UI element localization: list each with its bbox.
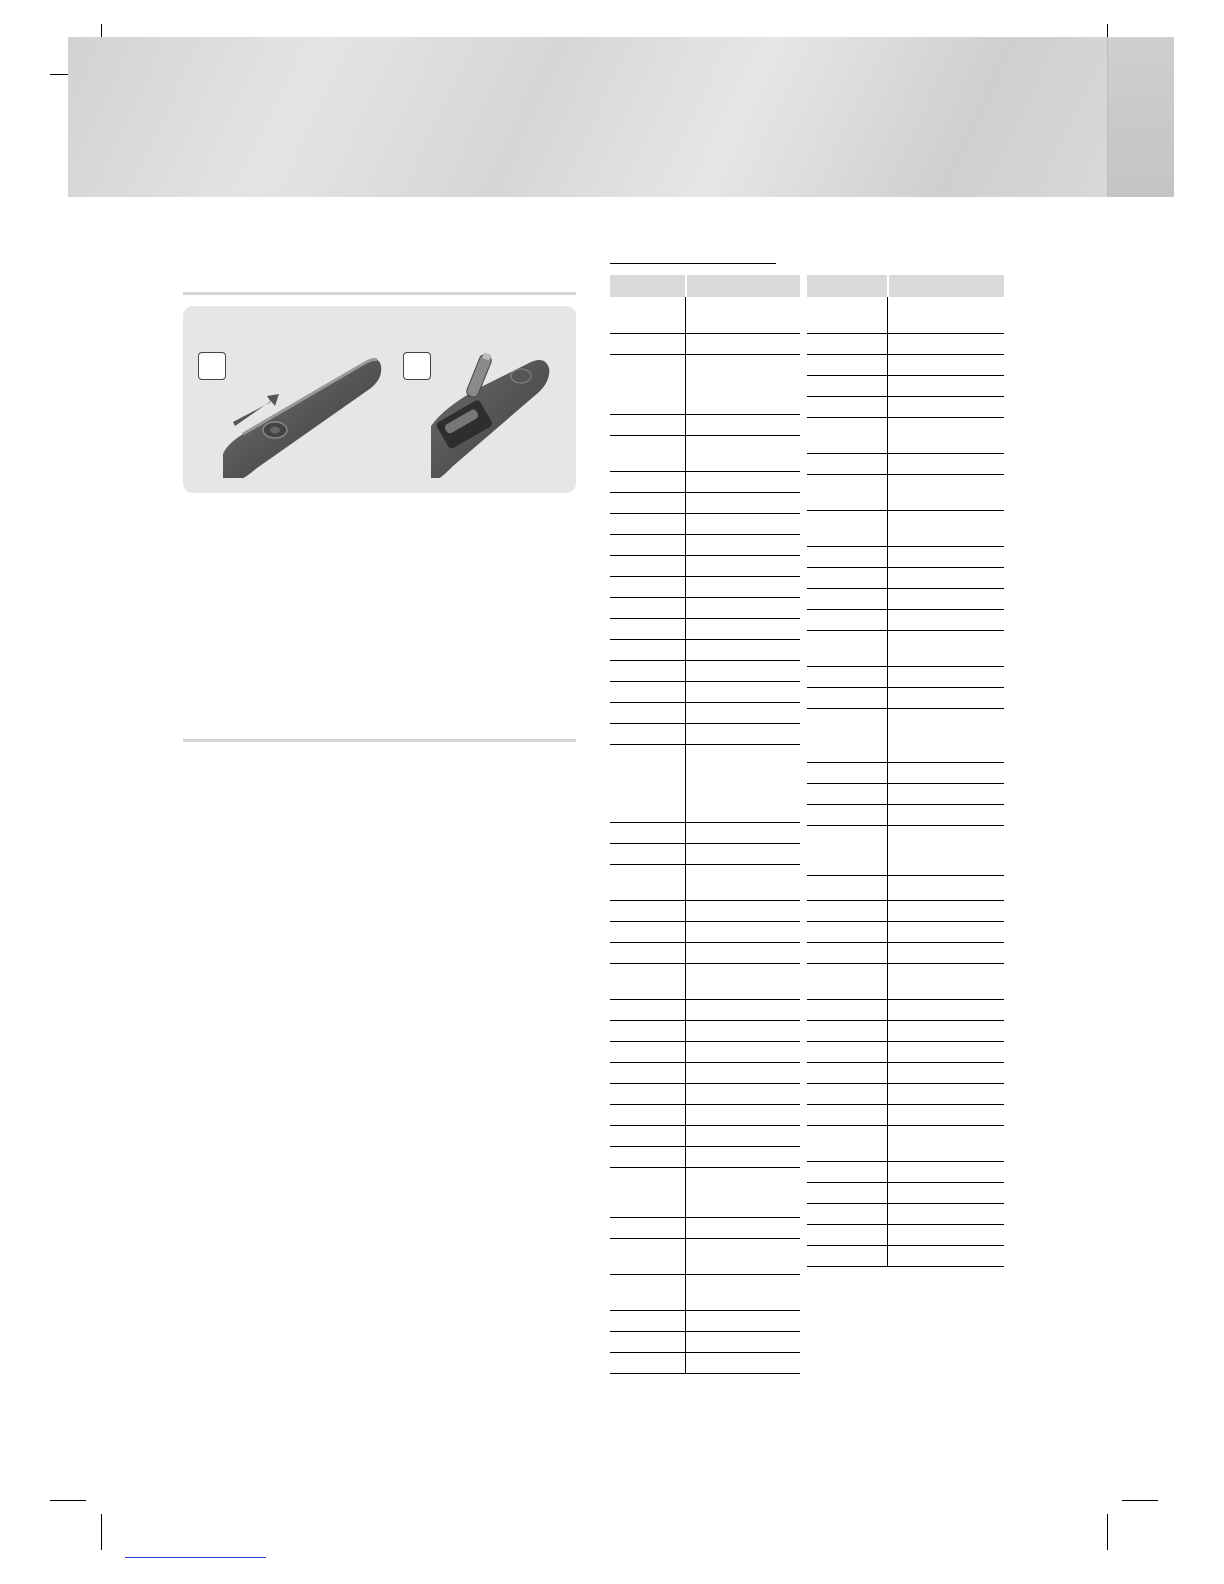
table-row bbox=[610, 723, 800, 724]
table-row bbox=[807, 396, 1004, 397]
table-column-divider bbox=[887, 297, 888, 1266]
table-row bbox=[610, 1352, 800, 1353]
table-row bbox=[610, 1331, 800, 1332]
header-band bbox=[68, 37, 1174, 197]
table-row bbox=[610, 1146, 800, 1147]
table-row bbox=[807, 588, 1004, 589]
crop-mark bbox=[1122, 1500, 1158, 1501]
crop-mark bbox=[101, 1514, 102, 1550]
table-row bbox=[610, 555, 800, 556]
table-row bbox=[807, 1041, 1004, 1042]
footer-link[interactable] bbox=[125, 1557, 266, 1558]
table-row bbox=[807, 942, 1004, 943]
table-row bbox=[610, 1274, 800, 1275]
table-row bbox=[807, 1245, 1004, 1246]
table-row bbox=[807, 474, 1004, 475]
table-row bbox=[807, 1224, 1004, 1225]
table-row bbox=[610, 576, 800, 577]
table-row bbox=[610, 1310, 800, 1311]
table-row bbox=[610, 534, 800, 535]
crop-mark bbox=[1107, 1514, 1108, 1550]
table-row bbox=[807, 546, 1004, 547]
table-row bbox=[807, 333, 1004, 334]
table-row bbox=[807, 825, 1004, 826]
table-row bbox=[610, 921, 800, 922]
table-row bbox=[610, 1083, 800, 1084]
table-row bbox=[807, 510, 1004, 511]
table-row bbox=[610, 1217, 800, 1218]
table-row bbox=[807, 1083, 1004, 1084]
table-row bbox=[610, 822, 800, 823]
table-row bbox=[610, 702, 800, 703]
table-row bbox=[807, 567, 1004, 568]
table-title-underline bbox=[610, 263, 776, 264]
table-row bbox=[610, 639, 800, 640]
table-row bbox=[610, 1373, 800, 1374]
table-header-left bbox=[610, 275, 800, 297]
table-row bbox=[807, 1020, 1004, 1021]
table-row bbox=[610, 681, 800, 682]
table-row bbox=[610, 1041, 800, 1042]
table-row bbox=[807, 630, 1004, 631]
table-row bbox=[807, 900, 1004, 901]
battery-illustration-panel bbox=[183, 306, 576, 493]
table-row bbox=[610, 1167, 800, 1168]
section-divider bbox=[183, 739, 576, 742]
table-row bbox=[807, 921, 1004, 922]
table-row bbox=[807, 687, 1004, 688]
table-row bbox=[610, 597, 800, 598]
table-row bbox=[610, 660, 800, 661]
table-row bbox=[807, 609, 1004, 610]
crop-mark bbox=[50, 1500, 86, 1501]
table-row bbox=[610, 618, 800, 619]
table-row bbox=[610, 864, 800, 865]
table-row bbox=[610, 492, 800, 493]
table-row bbox=[807, 1125, 1004, 1126]
table-row bbox=[807, 375, 1004, 376]
table-column-divider bbox=[685, 297, 686, 1373]
table-row bbox=[610, 513, 800, 514]
table-row bbox=[807, 1161, 1004, 1162]
table-row bbox=[807, 1104, 1004, 1105]
table-row bbox=[807, 804, 1004, 805]
table-row bbox=[610, 900, 800, 901]
table-row bbox=[807, 1182, 1004, 1183]
table-row bbox=[610, 414, 800, 415]
table-row bbox=[807, 875, 1004, 876]
table-row bbox=[807, 1203, 1004, 1204]
table-row bbox=[610, 471, 800, 472]
table-row bbox=[610, 744, 800, 745]
table-row bbox=[610, 435, 800, 436]
table-row bbox=[610, 1238, 800, 1239]
table-row bbox=[610, 1125, 800, 1126]
table-row bbox=[807, 708, 1004, 709]
table-row bbox=[807, 762, 1004, 763]
table-row bbox=[610, 354, 800, 355]
table-row bbox=[610, 999, 800, 1000]
table-row bbox=[807, 666, 1004, 667]
table-row bbox=[610, 843, 800, 844]
table-row bbox=[807, 417, 1004, 418]
section-divider bbox=[183, 292, 576, 295]
table-row bbox=[610, 942, 800, 943]
battery-compartment-icon bbox=[183, 306, 576, 493]
table-row bbox=[807, 354, 1004, 355]
table-row bbox=[807, 783, 1004, 784]
table-row bbox=[610, 333, 800, 334]
table-row bbox=[807, 999, 1004, 1000]
table-row bbox=[807, 963, 1004, 964]
table-row bbox=[807, 453, 1004, 454]
chapter-tab bbox=[1107, 37, 1174, 197]
table-header-right bbox=[807, 275, 1004, 297]
table-row bbox=[807, 1266, 1004, 1267]
table-row bbox=[610, 1104, 800, 1105]
table-row bbox=[807, 1062, 1004, 1063]
table-row bbox=[610, 1062, 800, 1063]
table-row bbox=[610, 1020, 800, 1021]
table-row bbox=[610, 963, 800, 964]
